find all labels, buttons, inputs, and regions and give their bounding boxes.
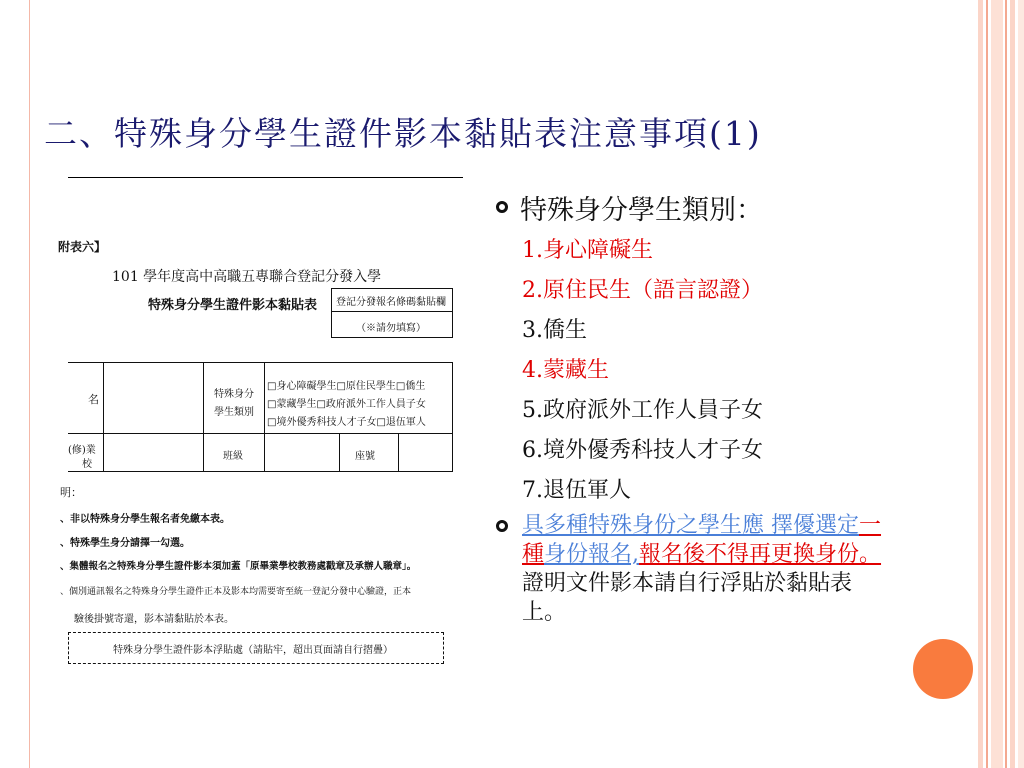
barcode-note: （※請勿填寫） [356, 323, 426, 334]
note-1: 、非以特殊身分學生報名者免繳本表。 [60, 514, 230, 525]
category-options-1: □身心障礙學生□原住民學生□僑生 [267, 381, 426, 392]
school-label-2: 校 [82, 459, 92, 470]
school-label-1: (修)業 [68, 445, 96, 456]
name-label: 名 [88, 393, 99, 406]
info-table [68, 362, 453, 472]
category-item: 2.原住民生（語言認證） [522, 278, 763, 303]
barcode-box [331, 288, 453, 338]
category-item: 7.退伍軍人 [522, 478, 631, 503]
note-5: 驗後掛號寄還，影本請黏貼於本表。 [74, 614, 234, 625]
category-label-1: 特殊身分 [214, 389, 254, 400]
category-item: 5.政府派外工作人員子女 [522, 398, 763, 423]
category-list [496, 231, 906, 511]
decorative-orange-circle [913, 639, 973, 699]
note-3: 、集體報名之特殊身分學生證件影本須加蓋「原畢業學校教務處戳章及承辦人職章」。 [60, 561, 417, 572]
bullet-note [496, 511, 892, 627]
slide-title: 二、特殊身分學生證件影本黏貼表注意事項(1) [44, 114, 762, 153]
categories-heading: 特殊身分學生類別： [520, 195, 763, 226]
title-underline [68, 177, 463, 178]
form-image [58, 232, 458, 672]
note-4: 、個別通訊報名之特殊身分學生證件正本及影本均需要寄至統一登記分發中心驗證，正本 [60, 587, 412, 597]
note-link-3[interactable]: 身份報名, [544, 542, 640, 567]
seat-label: 座號 [355, 451, 375, 462]
category-item: 1.身心障礙生 [522, 238, 653, 263]
class-label: 班級 [223, 451, 243, 462]
note-text: 證明文件影本請自行浮貼於黏貼表上。 [522, 571, 853, 625]
bullet-list [496, 188, 906, 627]
form-header: 101 學年度高中高職五專聯合登記分發入學 [112, 269, 382, 285]
note-link-1[interactable]: 具多種特殊身份之學生應 擇優選定 [522, 513, 859, 538]
category-item: 3.僑生 [522, 318, 587, 343]
paste-area-label: 特殊身分學生證件影本浮貼處（請貼牢，超出頁面請自行摺疊） [113, 645, 393, 656]
note-link-2[interactable]: 一種 [522, 513, 882, 567]
paste-area [68, 632, 444, 664]
left-margin-line [29, 0, 30, 768]
bullet-circle-icon [496, 201, 508, 213]
form-tag: 附表六】 [58, 240, 107, 254]
category-options-2: □蒙藏學生□政府派外工作人員子女 [267, 399, 426, 410]
form-title: 特殊身分學生證件影本黏貼表 [148, 298, 318, 313]
category-label-2: 學生類別 [214, 407, 254, 418]
barcode-label: 登記分發報名條碼黏貼欄 [336, 297, 446, 308]
category-options-3: □境外優秀科技人才子女□退伍軍人 [267, 417, 426, 428]
note-2: 、特殊學生身分請擇一勾選。 [60, 538, 190, 549]
note-link-4[interactable]: 報名後不得再更換身份。 [639, 542, 882, 567]
bullet-categories [496, 188, 906, 227]
category-item: 4.蒙藏生 [522, 358, 609, 383]
right-decorative-stripes [978, 0, 1024, 768]
notes-title: 明： [60, 486, 82, 499]
bullet-circle-icon [496, 520, 508, 532]
category-item: 6.境外優秀科技人才子女 [522, 438, 763, 463]
